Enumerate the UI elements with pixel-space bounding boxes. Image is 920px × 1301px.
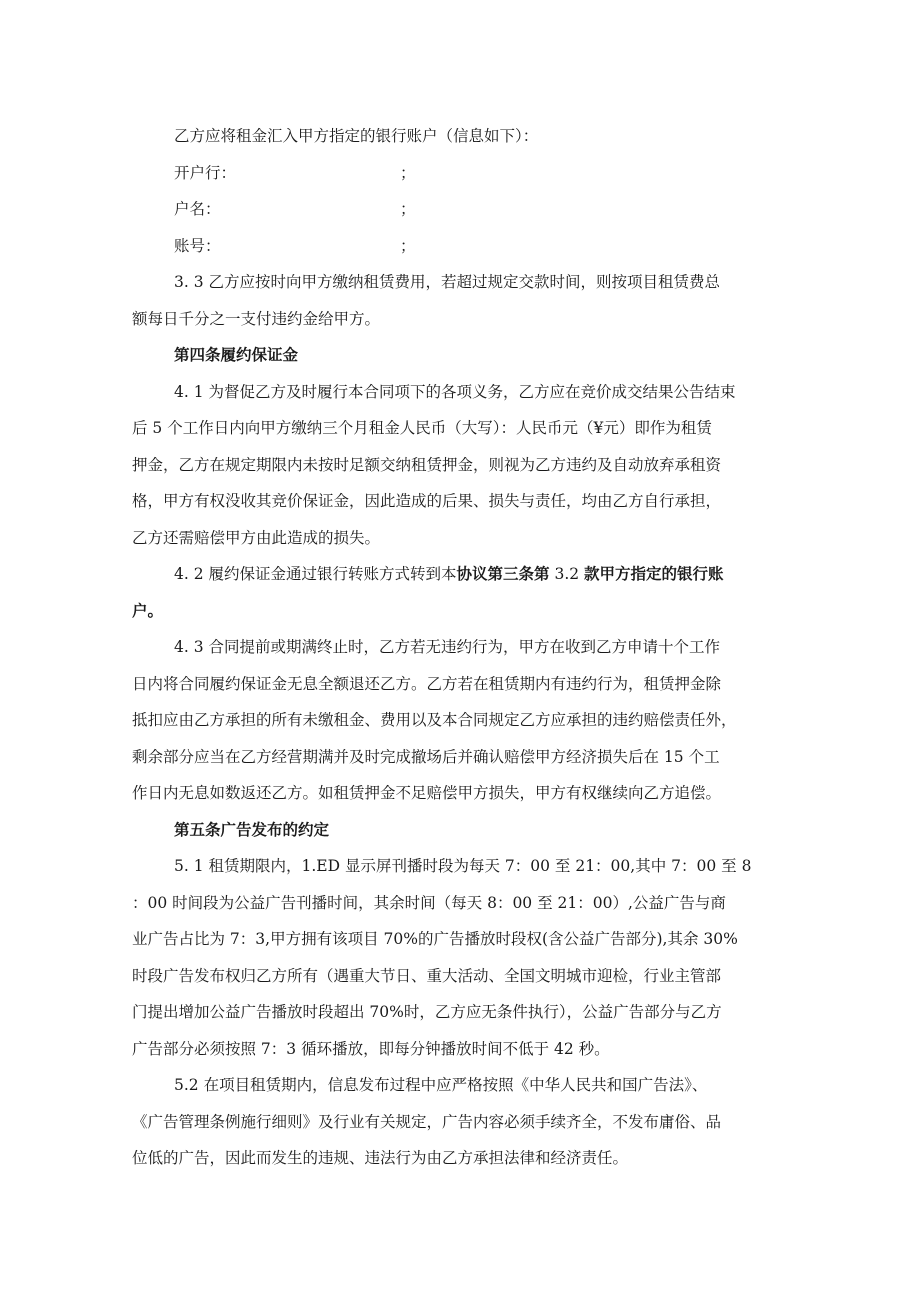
- clause-4-3-line: 抵扣应由乙方承担的所有未缴租金、费用以及本合同规定乙方应承担的违约赔偿责任外，: [132, 711, 737, 729]
- document-body: [132, 118, 792, 1177]
- clause-4-3-line: 4. 3 合同提前或期满终止时，乙方若无违约行为，甲方在收到乙方申请十个工作: [174, 638, 721, 656]
- clause-4-2-line: [132, 556, 792, 593]
- clause-5-1-line: 广告部分必须按照 7：3 循环播放，即每分钟播放时间不低于 42 秒。: [132, 1039, 610, 1058]
- clause-5-2-line: 《广告管理条例施行细则》及行业有关规定，广告内容必须手续齐全，不发布庸俗、品: [132, 1112, 722, 1131]
- bank-field-row: [132, 191, 792, 228]
- clause-4-1-line: 后 5 个工作日内向甲方缴纳三个月租金人民币（大写）：人民币元（¥元）即作为租赁: [132, 419, 712, 437]
- clause-4-2-text: 3.2: [549, 565, 585, 583]
- clause-4-2-bold-text: 协议第三条第: [456, 565, 550, 583]
- bank-field-label: 开户行：: [174, 163, 237, 182]
- bank-field-label: 账号：: [174, 236, 221, 255]
- bank-field-label: 户名：: [174, 200, 221, 218]
- clause-5-1-line: 时段广告发布权归乙方所有（遇重大节日、重大活动、全国文明城市迎检，行业主管部: [132, 966, 722, 985]
- clause-4-1-line: 4. 1 为督促乙方及时履行本合同项下的各项义务，乙方应在竞价成交结果公告结束: [174, 382, 736, 401]
- bank-field-row: [132, 155, 792, 192]
- clause-4-3-line: 剩余部分应当在乙方经营期满并及时完成撤场后并确认赔偿甲方经济损失后在 15 个工: [132, 747, 720, 766]
- clause-5-2-line: 位低的广告，因此而发生的违规、违法行为由乙方承担法律和经济责任。: [132, 1149, 629, 1167]
- clause-5-1-line: 5. 1 租赁期限内，1.ED 显示屏刊播时段为每天 7：00 至 21：00,其中 7：00 至 8: [174, 857, 752, 875]
- clause-5-1-line: ：00 时间段为公益广告刊播时间，其余时间（每天 8：00 至 21：00）,公益广告与商: [132, 893, 726, 912]
- heading-article-4: 第四条履约保证金: [174, 346, 299, 364]
- clause-4-1-line: 押金，乙方在规定期限内未按时足额交纳租赁押金，则视为乙方违约及自动放弃承租资: [132, 455, 722, 474]
- bank-account-intro: 乙方应将租金汇入甲方指定的银行账户（信息如下）：: [174, 127, 539, 145]
- clause-4-3-line: 作日内无息如数返还乙方。如租赁押金不足赔偿甲方损失，甲方有权继续向乙方追偿。: [132, 784, 722, 802]
- heading-article-5: 第五条广告发布的约定: [174, 820, 330, 839]
- clause-3-3-line: 额每日千分之一支付违约金给甲方。: [132, 309, 381, 328]
- clause-4-3-line: 日内将合同履约保证金无息全额退还乙方。乙方若在租赁期内有违约行为，租赁押金除: [132, 674, 722, 693]
- bank-field-row: [132, 228, 792, 265]
- bank-field-separator: ；: [400, 236, 416, 255]
- clause-3-3-line: 3. 3 乙方应按时向甲方缴纳租赁费用，若超过规定交款时间，则按项目租赁费总: [174, 273, 721, 291]
- clause-4-2-line: 户。: [132, 601, 164, 620]
- bank-field-separator: ；: [400, 163, 416, 182]
- clause-5-1-line: 业广告占比为 7：3,甲方拥有该项目 70%的广告播放时段权(含公益广告部分),其余 30%: [132, 930, 738, 948]
- bank-field-separator: ；: [400, 200, 416, 218]
- clause-4-1-line: 乙方还需赔偿甲方由此造成的损失。: [132, 528, 381, 547]
- clause-4-1-line: 格，甲方有权没收其竞价保证金，因此造成的后果、损失与责任，均由乙方自行承担，: [132, 492, 722, 510]
- clause-4-2-bold-text: 款甲方指定的银行账: [584, 565, 724, 583]
- clause-5-2-line: 5.2 在项目租赁期内，信息发布过程中应严格按照《中华人民共和国广告法》、: [174, 1076, 708, 1094]
- clause-5-1-line: 门提出增加公益广告播放时段超出 70%时，乙方应无条件执行），公益广告部分与乙方: [132, 1003, 722, 1021]
- clause-4-2-text: 4. 2 履约保证金通过银行转账方式转到本: [174, 565, 457, 583]
